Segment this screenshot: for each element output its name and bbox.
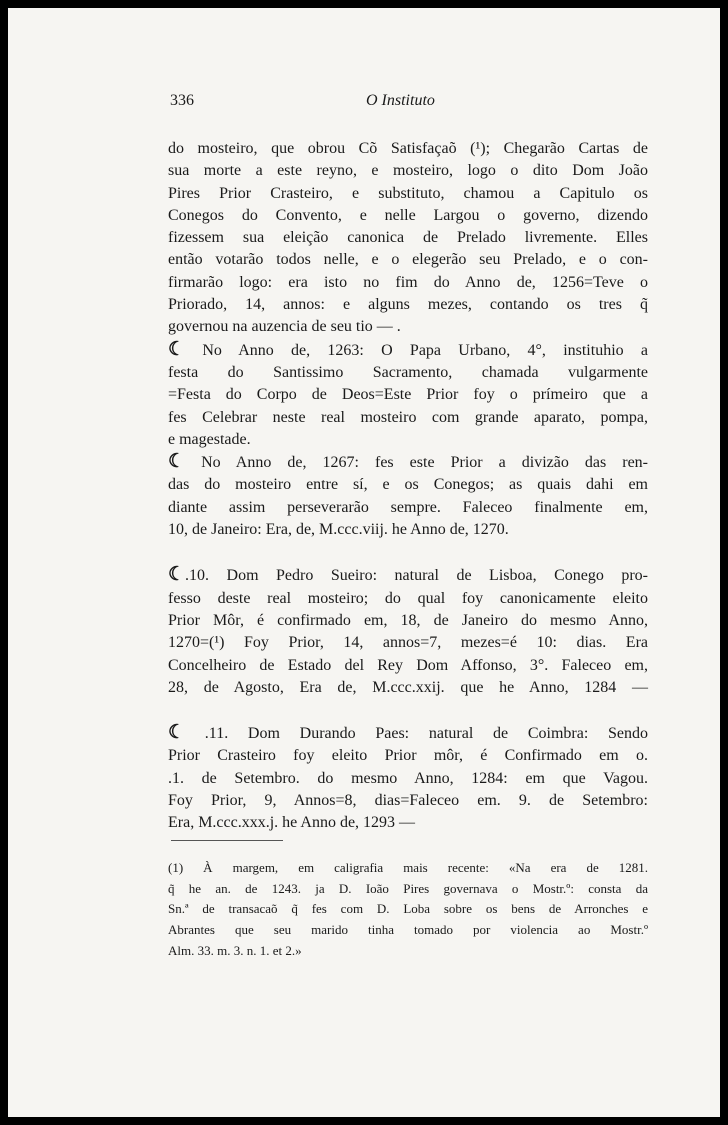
text-line: diante assim perseverarão sempre. Faleceo finalmente em,: [168, 498, 648, 516]
paragraph-mark-icon: ☾: [168, 338, 186, 360]
running-title: O Instituto: [366, 92, 435, 109]
footnote-line: Alm. 33. m. 3. n. 1. et 2.»: [168, 942, 302, 958]
paragraph-gap: [168, 541, 648, 564]
text-line: 28, de Agosto, Era de, M.ccc.xxij. que he Anno, 1284 —: [168, 678, 648, 696]
text-line: Prior Crasteiro foy eleito Prior môr, é Confirmado em o.: [168, 747, 648, 765]
text-line: do mosteiro, que obrou Cõ Satisfaçaõ (¹); Chegarão Cartas de: [168, 140, 648, 157]
paragraph-mark-icon: ☾: [168, 451, 186, 473]
paragraph-mark-icon: ☾: [168, 564, 186, 586]
text-line: e magestade.: [168, 430, 251, 448]
text-line: governou na auzencia de seu tio — .: [168, 318, 401, 336]
line-text: .11. Dom Durando Paes: natural de Coimbra: Sendo: [204, 725, 649, 743]
text-line: Pires Prior Crasteiro, e substituto, chamou a Capitulo os: [168, 184, 648, 202]
text-line: [168, 722, 648, 745]
footnote-line: q̃ he an. de 1243. ja D. Ioão Pires governava o Mostr.º: consta da: [168, 880, 648, 896]
paragraph-4: [168, 564, 648, 699]
body-text: [168, 138, 648, 835]
footnote-line: (1) À margem, em caligrafia mais recente: «Na era de 1281.: [168, 860, 648, 875]
text-line: Foy Prior, 9, Annos=8, dias=Faleceo em. 9. de Setembro:: [168, 792, 648, 810]
text-line: [168, 564, 648, 587]
paragraph-mark-icon: ☾: [168, 722, 186, 744]
text-line: das do mosteiro entre sí, e os Conegos; as quais dahi em: [168, 476, 648, 494]
text-line: então votarão todos nelle, e o elegerão seu Prelado, e o con-: [168, 251, 648, 269]
text-line: 10, de Janeiro: Era, de, M.ccc.viij. he Anno de, 1270.: [168, 521, 509, 539]
paragraph-gap: [168, 699, 648, 722]
document-page: [8, 8, 720, 1117]
paragraph-2: [168, 339, 648, 451]
text-line: fizessem sua eleição canonica de Prelado livremente. Elles: [168, 229, 648, 247]
line-text: No Anno de, 1267: fes este Prior a divizão das ren-: [201, 454, 649, 472]
text-line: fes Celebrar neste real mosteiro com grande aparato, pompa,: [168, 408, 648, 426]
text-line: festa do Santissimo Sacramento, chamada vulgarmente: [168, 363, 648, 381]
text-line: Concelheiro de Estado del Rey Dom Affonso, 3°. Faleceo em,: [168, 656, 648, 674]
text-line: fesso deste real mosteiro; do qual foy canonicamente eleito: [168, 589, 648, 607]
page-number: 336: [170, 92, 194, 109]
running-head: [8, 92, 720, 114]
paragraph-1: [168, 138, 648, 339]
paragraph-3: [168, 451, 648, 541]
text-line: [168, 451, 648, 474]
line-text: .10. Dom Pedro Sueiro: natural de Lisboa, Conego pro-: [185, 567, 648, 585]
footnote-line: Sn.ª de transacaõ q̃ fes com D. Loba sobre os bens de Arronches e: [168, 901, 648, 917]
text-line: firmarão logo: era isto no fim do Anno de, 1256=Teve o: [168, 273, 648, 291]
footnote-divider: [171, 840, 283, 841]
text-line: [168, 339, 648, 362]
paragraph-5: [168, 722, 648, 834]
footnotes: [168, 858, 648, 962]
text-line: 1270=(¹) Foy Prior, 14, annos=7, mezes=é 10: dias. Era: [168, 634, 648, 652]
text-line: .1. de Setembro. do mesmo Anno, 1284: em que Vagou.: [168, 769, 648, 787]
text-line: Priorado, 14, annos: e alguns mezes, contando os tres q̃: [168, 296, 648, 314]
footnote-line: Abrantes que seu marido tinha tomado por violencia ao Mostr.º: [168, 922, 648, 938]
text-line: =Festa do Corpo de Deos=Este Prior foy o prímeiro que a: [168, 386, 648, 404]
line-text: No Anno de, 1263: O Papa Urbano, 4°, instituhio a: [202, 341, 648, 359]
text-line: sua morte a este reyno, e mosteiro, logo o dito Dom João: [168, 162, 648, 180]
text-line: Conegos do Convento, e nelle Largou o governo, dizendo: [168, 206, 648, 224]
text-line: Prior Môr, é confirmado em, 18, de Janeiro do mesmo Anno,: [168, 611, 648, 629]
text-line: Era, M.ccc.xxx.j. he Anno de, 1293 —: [168, 814, 416, 832]
